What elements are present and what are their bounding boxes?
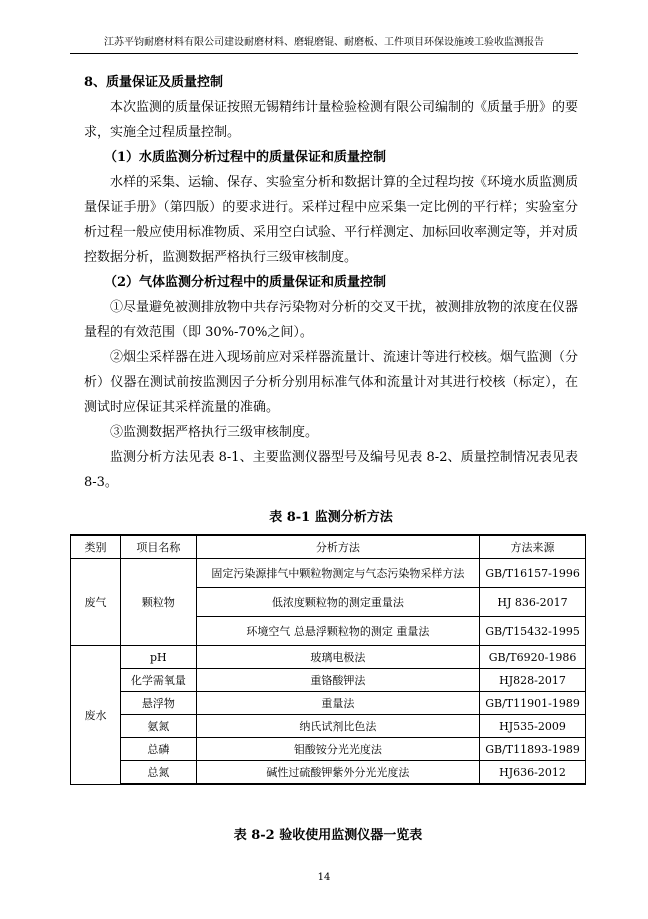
source-cell: GB/T6920-1986 [480,646,586,669]
source-cell: HJ636-2012 [480,761,586,785]
method-cell: 钼酸铵分光光度法 [196,738,479,761]
main-content [84,66,578,536]
source-cell: GB/T15432-1995 [480,617,586,646]
method-cell: 碱性过硫酸钾紫外分光光度法 [196,761,479,785]
item-cell: 氨氮 [120,715,196,738]
header-category: 类别 [71,535,121,559]
source-cell: HJ 836-2017 [480,588,586,617]
method-cell: 重量法 [196,692,479,715]
table-reference-paragraph: 监测分析方法见表 8-1、主要监测仪器型号及编号见表 8-2、质量控制情况表见表 8-3。 [84,450,578,490]
gas-item-3: ③监测数据严格执行三级审核制度。 [110,425,319,440]
analysis-methods-table [70,534,586,785]
source-cell: GB/T11893-1989 [480,738,586,761]
gas-item-2: ②烟尘采样器在进入现场前应对采样器流量计、流速计等进行校核。烟气监测（分析）仪器在测试前按监测因子分析分别用标准气体和流量计对其进行校核（标定），在测试时应保证其采样流量的准确。 [84,350,579,415]
table-row [71,715,586,738]
item-cell: pH [120,646,196,669]
category-cell: 废气 [71,559,121,646]
item-cell: 化学需氧量 [120,669,196,692]
header-source: 方法来源 [480,535,586,559]
table-row [71,646,586,669]
method-cell: 玻璃电极法 [196,646,479,669]
category-cell: 废水 [71,646,121,785]
method-cell: 纳氏试剂比色法 [196,715,479,738]
subsection-gas-title: （2）气体监测分析过程中的质量保证和质量控制 [104,275,387,290]
method-cell: 固定污染源排气中颗粒物测定与气态污染物采样方法 [196,559,479,588]
source-cell: GB/T16157-1996 [480,559,586,588]
item-cell: 总氮 [120,761,196,785]
header-method: 分析方法 [196,535,479,559]
header-item: 项目名称 [120,535,196,559]
item-cell: 悬浮物 [120,692,196,715]
table-row [71,761,586,785]
method-cell: 重铬酸钾法 [196,669,479,692]
water-qc-paragraph: 水样的采集、运输、保存、实验室分析和数据计算的全过程均按《环境水质监测质量保证手册》（第四版）的要求进行。采样过程中应采集一定比例的平行样；实验室分析过程一般应使用标准物质、采用空白试验、平行样测定、加标回收率测定等，并对质控数据分析，监测数据严格执行三级审核制度。 [84,175,579,265]
item-cell: 总磷 [120,738,196,761]
method-cell: 低浓度颗粒物的测定重量法 [196,588,479,617]
source-cell: GB/T11901-1989 [480,692,586,715]
table-row [71,559,586,588]
source-cell: HJ828-2017 [480,669,586,692]
item-cell: 颗粒物 [120,559,196,646]
intro-paragraph: 本次监测的质量保证按照无锡精纬计量检验检测有限公司编制的《质量手册》的要求，实施全过程质量控制。 [84,100,579,140]
source-cell: HJ535-2009 [480,715,586,738]
table-row [71,738,586,761]
table2-caption: 表 8-2 验收使用监测仪器一览表 [233,828,423,843]
table-header-row [71,535,586,559]
gas-item-1: ①尽量避免被测排放物中共存污染物对分析的交叉干扰，被测排放物的浓度在仪器量程的有效范围（即 30%-70%之间）。 [84,300,579,340]
table-row [71,669,586,692]
subsection-water-title: （1）水质监测分析过程中的质量保证和质量控制 [104,150,387,165]
table1-caption: 表 8-1 监测分析方法 [269,510,393,525]
page-header: 江苏平钧耐磨材料有限公司建设耐磨材料、磨辊磨锟、耐磨板、工件项目环保设施竣工验收监测报告 [70,33,578,54]
section-title: 8、质量保证及质量控制 [84,75,224,90]
method-cell: 环境空气 总悬浮颗粒物的测定 重量法 [196,617,479,646]
table-row [71,692,586,715]
page-number: 14 [317,872,331,883]
